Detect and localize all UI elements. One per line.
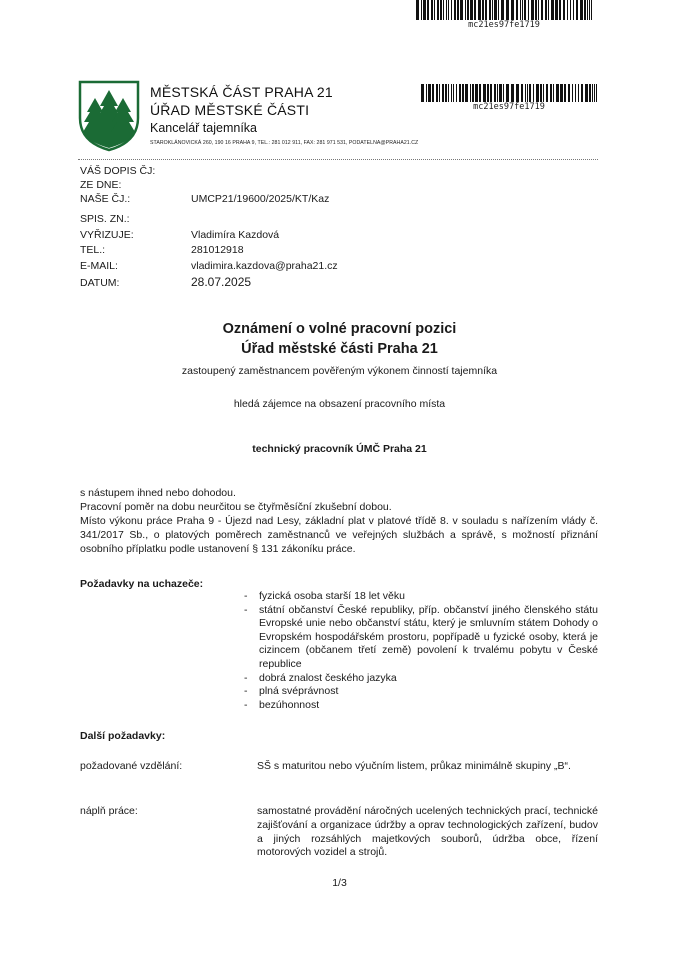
barcode-bar [511,0,514,20]
barcode-bar [560,84,563,102]
duties-label: náplň práce: [80,805,138,817]
document-representation: zastoupený zaměstnancem pověřeným výkonem činností tajemníka [181,365,498,377]
barcode-bar [482,0,484,20]
barcode-bar [465,84,468,102]
list-item: - bezúhonnost [244,699,598,713]
org-name-line2: ÚŘAD MĚSTSKÉ ČÁSTI [150,102,310,118]
barcode-bar [541,0,543,20]
barcode-bar [506,84,509,102]
barcode-bar [538,0,539,20]
duties-value: samostatné provádění náročných ucelených technických prací, technické zajišťování a organizace údržby a oprav technologických zařízení, budov a jiných rozsáhlých majetkových souborů, údržba obce, řízení motorových vozidel a strojů. [257,805,598,859]
barcode-bar [527,84,528,102]
barcode-bar [528,0,529,20]
barcode-bar [578,84,579,102]
barcode-bar [575,84,576,102]
barcode-bar [462,84,464,102]
barcode-bar [545,0,547,20]
barcode-bar [570,0,571,20]
barcode-bar [543,84,544,102]
barcode-bar [501,0,504,20]
barcode-bar [540,84,542,102]
meta-value: 28.07.2025 [191,275,252,289]
barcode-bar [448,0,449,20]
barcode-bar [559,0,561,20]
barcode-bar [567,0,568,20]
barcode-bar [423,0,426,20]
list-item: - plná svéprávnost [244,685,598,699]
barcode-bar [474,0,476,20]
barcode-bar [548,0,549,20]
document-subtitle-office: Úřad městské části Praha 21 [241,341,438,357]
barcode-bar [497,84,498,102]
barcode-bar [576,0,578,20]
barcode-bar [436,84,438,102]
barcode-bar [568,84,570,102]
barcode-bar [487,84,489,102]
intro-start: s nástupem ihned nebo dohodou. [80,487,236,499]
barcode-bar [511,84,514,102]
barcode-bar [457,0,459,20]
education-label: požadované vzdělání: [80,760,183,772]
header-barcode [421,84,597,112]
barcode-bar [524,0,526,20]
barcode-bar [550,84,552,102]
barcode-bar [589,84,591,102]
intro-contract: Pracovní poměr na dobu neurčitou se čtyřměsíční zkušební dobou. [80,501,392,513]
barcode-bar [439,84,440,102]
barcode-bar [581,84,583,102]
barcode-text: mc21es97fe1719 [473,102,545,112]
meta-value: Vladimíra Kazdová [191,229,280,241]
barcode-bar [551,0,554,20]
barcode-bar [533,84,534,102]
barcode-bar [472,84,474,102]
barcode-bar [443,0,444,20]
barcode-bar [421,0,422,20]
meta-label: DATUM: [80,277,120,289]
barcode-bar [440,0,442,20]
list-item: - dobrá znalost českého jazyka [244,672,598,686]
barcode-bar [503,84,504,102]
org-address: STAROKLÁNOVICKÁ 260, 190 16 PRAHA 9, TEL.: 281 012 911, FAX: 281 971 531, PODATELNA@PRAHA21.CZ [150,140,419,146]
barcode-bar [546,84,548,102]
barcode-bar [555,0,558,20]
barcode-bar [421,84,424,102]
barcode-bar [465,0,466,20]
meta-value: UMCP21/19600/2025/KT/Kaz [191,193,330,205]
barcode-bar [553,84,554,102]
barcode-bar [516,84,519,102]
barcode-bar [563,0,565,20]
requirements-list [244,590,598,712]
meta-label: E-MAIL: [80,260,118,272]
municipal-logo [78,80,140,155]
barcode-graphic [421,84,597,102]
barcode-bar [485,0,487,20]
barcode-bar [494,84,496,102]
top-barcode [416,0,592,30]
barcode-bar [475,84,478,102]
barcode-bar [556,84,559,102]
barcode-bar [536,84,539,102]
barcode-bar [451,0,452,20]
meta-value: vladimira.kazdova@praha21.cz [191,260,338,272]
org-name-line1: MĚSTSKÁ ČÁST PRAHA 21 [150,84,333,100]
barcode-graphic [416,0,592,20]
barcode-bar [516,0,518,20]
barcode-bar [459,84,461,102]
barcode-bar [454,0,456,20]
barcode-bar [460,0,463,20]
barcode-bar [451,84,452,102]
barcode-bar [478,0,481,20]
list-item: - fyzická osoba starší 18 let věku [244,590,598,604]
barcode-bar [431,0,433,20]
barcode-bar [456,84,457,102]
barcode-bar [594,84,595,102]
org-department: Kancelář tajemníka [150,121,258,135]
barcode-bar [585,84,588,102]
meta-label: VYŘIZUJE: [80,229,134,241]
barcode-bar [426,84,427,102]
meta-value: 281012918 [191,244,244,256]
meta-label: VÁŠ DOPIS ČJ: [80,165,156,177]
barcode-bar [591,0,592,20]
barcode-bar [446,0,447,20]
barcode-bar [494,0,497,20]
barcode-bar [442,84,444,102]
meta-label: ZE DNE: [80,179,122,191]
barcode-bar [572,84,573,102]
barcode-bar [573,0,574,20]
barcode-bar [416,0,419,20]
barcode-bar [483,84,486,102]
requirements-heading: Požadavky na uchazeče: [80,578,204,590]
barcode-bar [499,84,502,102]
barcode-bar [470,0,473,20]
barcode-bar [522,0,523,20]
barcode-bar [589,0,590,20]
barcode-bar [535,0,537,20]
meta-label: TEL.: [80,244,106,256]
barcode-bar [506,0,509,20]
document-title: Oznámení o volné pracovní pozici [222,321,457,337]
barcode-bar [521,84,523,102]
barcode-bar [489,0,491,20]
position-name: technický pracovník ÚMČ Praha 21 [252,443,427,455]
barcode-bar [432,84,434,102]
barcode-bar [448,84,449,102]
barcode-bar [498,0,499,20]
barcode-bar [529,84,531,102]
barcode-bar [587,0,588,20]
barcode-bar [428,84,431,102]
seeking-text: hledá zájemce na obsazení pracovního místa [233,398,446,410]
barcode-bar [479,84,481,102]
barcode-bar [525,84,526,102]
barcode-bar [592,84,593,102]
barcode-text: mc21es97fe1719 [468,20,540,30]
barcode-bar [445,84,447,102]
barcode-bar [453,84,454,102]
education-value: SŠ s maturitou nebo výučním listem, průkaz minimálně skupiny „B“. [257,760,571,772]
barcode-bar [470,84,471,102]
other-requirements-heading: Další požadavky: [80,730,166,742]
barcode-bar [492,0,493,20]
barcode-bar [437,0,439,20]
barcode-bar [531,0,534,20]
intro-salary: Místo výkonu práce Praha 9 - Újezd nad Lesy, základní plat v platové třídě 8. v souladu s nařízením vlády č. 341/2017 Sb., o platových poměrech zaměstnanců ve veřejných službách a správě, s možností přiznání osobního příplatku podle ustanovení § 131 zákoníku práce. [80,515,598,555]
barcode-bar [596,84,597,102]
meta-label: SPIS. ZN.: [80,213,130,225]
barcode-bar [584,0,586,20]
barcode-bar [467,0,469,20]
meta-label: NAŠE ČJ.: [80,193,131,205]
list-item: - státní občanství České republiky, příp. občanství jiného členského státu Evropské unie nebo občanství státu, který je smluvním státem Dohody o Evropském hospodářském prostoru, popřípadě u fyzické osoby, která je cizincem (občanem třetí země) povolení k trvalému pobytu v České republice [244,604,598,672]
barcode-bar [427,0,429,20]
barcode-bar [490,84,492,102]
header-divider [78,159,598,160]
page-number: 1/3 [332,877,347,889]
barcode-bar [564,84,566,102]
barcode-bar [434,0,435,20]
barcode-bar [580,0,583,20]
barcode-bar [520,0,521,20]
